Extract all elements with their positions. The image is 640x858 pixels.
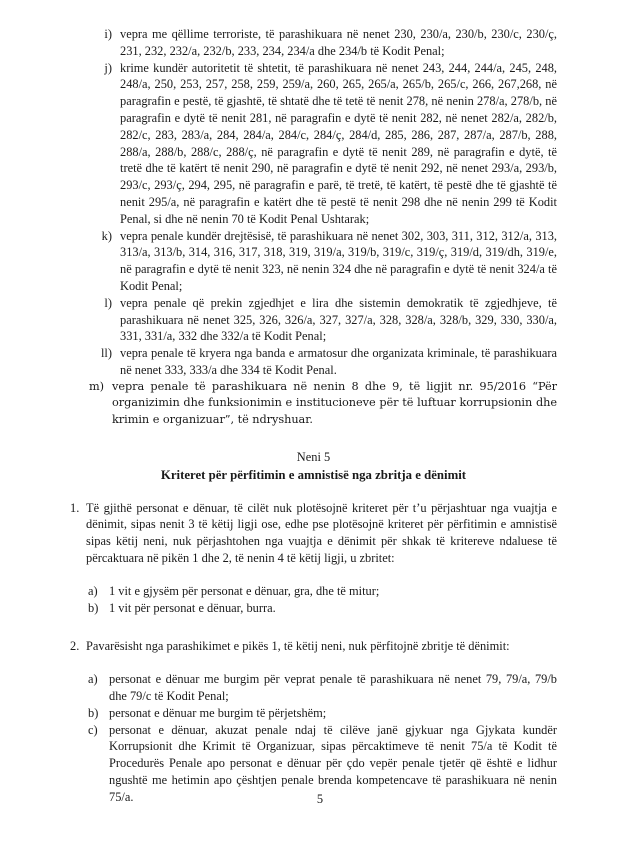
list-item-text: 1 vit e gjysëm për personat e dënuar, gra, dhe të mitur; <box>109 584 380 599</box>
list-marker: i) <box>104 27 112 41</box>
list-item <box>88 671 557 705</box>
list-item-text: 1 vit për personat e dënuar, burra. <box>109 601 276 616</box>
point-marker: 1. <box>70 500 80 515</box>
list-item-text: vepra penale kundër drejtësisë, të parashikuara në nenet 302, 303, 311, 312, 312/a, 313, 313/a, 313/b, 314, 316, 317, 318, 319, 319/a, 319/b, 319/c, 319/ç, 319/d, 319/dh, 319/e, në paragrafin e dytë të nenit 323, në nenin 324 dhe në paragrafin e dytë të nenit 324/a të Kodit Penal; <box>120 228 557 293</box>
numbered-points-list <box>70 500 557 568</box>
point-1-sub-list <box>70 583 557 617</box>
list-marker: k) <box>101 228 112 243</box>
page-content <box>70 26 557 806</box>
list-marker: l) <box>104 295 112 310</box>
list-item-text: vepra penale të kryera nga banda e armatosur dhe organizata kriminale, të parashikuara në nenet 333, 333/a dhe 334 të Kodit Penal. <box>120 346 557 377</box>
list-marker: m) <box>88 379 104 393</box>
list-marker: ll) <box>100 346 112 361</box>
list-item <box>86 345 557 379</box>
list-item-text: krime kundër autoritetit të shtetit, të parashikuara në nenet 243, 244, 244/a, 245, 248, 248/a, 250, 253, 257, 258, 259, 259/a, 260, 265, 265/a, 265/b, 265/c, 266, 267,268, në paragrafin e pestë, të gjashtë, të shtatë dhe të tetë të nenit 278, në nenin 278/a, 278/b, në paragrafin e dytë të nenit 281, në paragrafin e dytë të nenit 282, në nenet 282/a, 282/b, 282/c, 283, 283/a, 284, 284/a, 284/c, 284/ç, 284/d, 285, 286, 287, 287/a, 287/b, 288, 288/a, 288/b, 288/c, 288/ç, në paragrafin e dytë të nenit 289, në paragrafin e dytë, të tretë dhe të katërt të nenit 290, në paragrafin e dytë të nenit 292, në nenet 293/a, 293/b, 293/c, 293/ç, 294, 295, në paragrafin e parë, të tretë, të katërt, të pestë dhe të gjashtë të nenit 295/a, në paragrafin e katërt dhe të pestë të nenit 298 dhe në nenin 299 të Kodit Penal, si dhe në nenin 70 të Kodit Penal Ushtarak; <box>120 60 557 226</box>
criminal-offence-alpha-list <box>70 26 557 429</box>
page-number: 5 <box>316 792 324 806</box>
numbered-point <box>70 638 557 655</box>
list-marker: a) <box>88 584 98 599</box>
article-label: Neni 5 <box>296 449 331 464</box>
list-item-text: personat e dënuar me burgim për veprat penale të parashikuara në nenet 79, 79/a, 79/b dhe 79/c të Kodit Penal; <box>109 671 557 703</box>
list-item-text: personat e dënuar me burgim të përjetshëm; <box>109 705 327 720</box>
list-item-text: vepra penale të parashikuara në nenin 8 dhe 9, të ligjit nr. 95/2016 “Për organizimin dhe funksionimin e institucioneve për të luftuar korrupsionin dhe krimin e organizuar”, të ndryshuar. <box>112 379 557 426</box>
list-item-text: personat e dënuar, akuzat penale ndaj të cilëve janë gjykuar nga Gjykata kundër Korrupsionit dhe Krimit të Organizuar, sipas përcaktimeve të nenit 75/a të Kodit të Procedurës Penale apo personat e dënuar për çdo vepër penale tjetër që është e lidhur ngushtë me hetimin apo çështjen penale brenda kompetencave të parashikuara në nenin 75/a. <box>109 722 557 805</box>
list-item <box>86 26 557 60</box>
list-item <box>88 600 557 617</box>
list-item <box>80 379 557 429</box>
list-item <box>86 60 557 228</box>
list-marker: a) <box>88 671 98 686</box>
point-text: Pavarësisht nga parashikimet e pikës 1, të këtij neni, nuk përfitojnë zbritje të dënimit: <box>86 638 510 653</box>
numbered-points-list-2 <box>70 638 557 655</box>
list-item <box>86 295 557 345</box>
point-text: Të gjithë personat e dënuar, të cilët nuk plotësojnë kriteret për t’u përjashtuar nga vuajtja e dënimit, sipas nenit 3 të këtij ligji ose, edhe pse plotësojnë kriteret për përfitimin e amnistisë sipas këtij neni, nuk përjashtohen nga vuajtja e dënimit për shkak të kritereve ndaluese të përcaktuara në pikën 1 dhe 2, të nenin 4 të këtij ligji, u zbritet: <box>86 500 557 566</box>
article-title: Kriteret për përfitimin e amnistisë nga zbritja e dënimit <box>160 467 467 482</box>
point-2-sub-list <box>70 671 557 806</box>
list-marker: b) <box>88 601 99 616</box>
list-item <box>86 228 557 295</box>
numbered-point <box>70 500 557 568</box>
point-marker: 2. <box>70 638 80 653</box>
list-item <box>88 705 557 722</box>
list-marker: j) <box>104 60 112 75</box>
list-item <box>88 583 557 600</box>
article-heading <box>70 449 557 484</box>
list-item-text: vepra penale që prekin zgjedhjet e lira dhe sistemin demokratik të zgjedhjeve, të parashikuara në nenet 325, 326, 326/a, 327, 327/a, 328, 328/a, 328/b, 329, 330, 330/a, 331, 331/a, 332 dhe 332/a të Kodit Penal; <box>120 295 557 344</box>
list-marker: b) <box>88 705 99 720</box>
list-marker: c) <box>88 722 98 737</box>
list-item-text: vepra me qëllime terroriste, të parashikuara në nenet 230, 230/a, 230/b, 230/c, 230/ç, 231, 232, 232/a, 232/b, 233, 234, 234/a dhe 234/b të Kodit Penal; <box>120 27 557 58</box>
